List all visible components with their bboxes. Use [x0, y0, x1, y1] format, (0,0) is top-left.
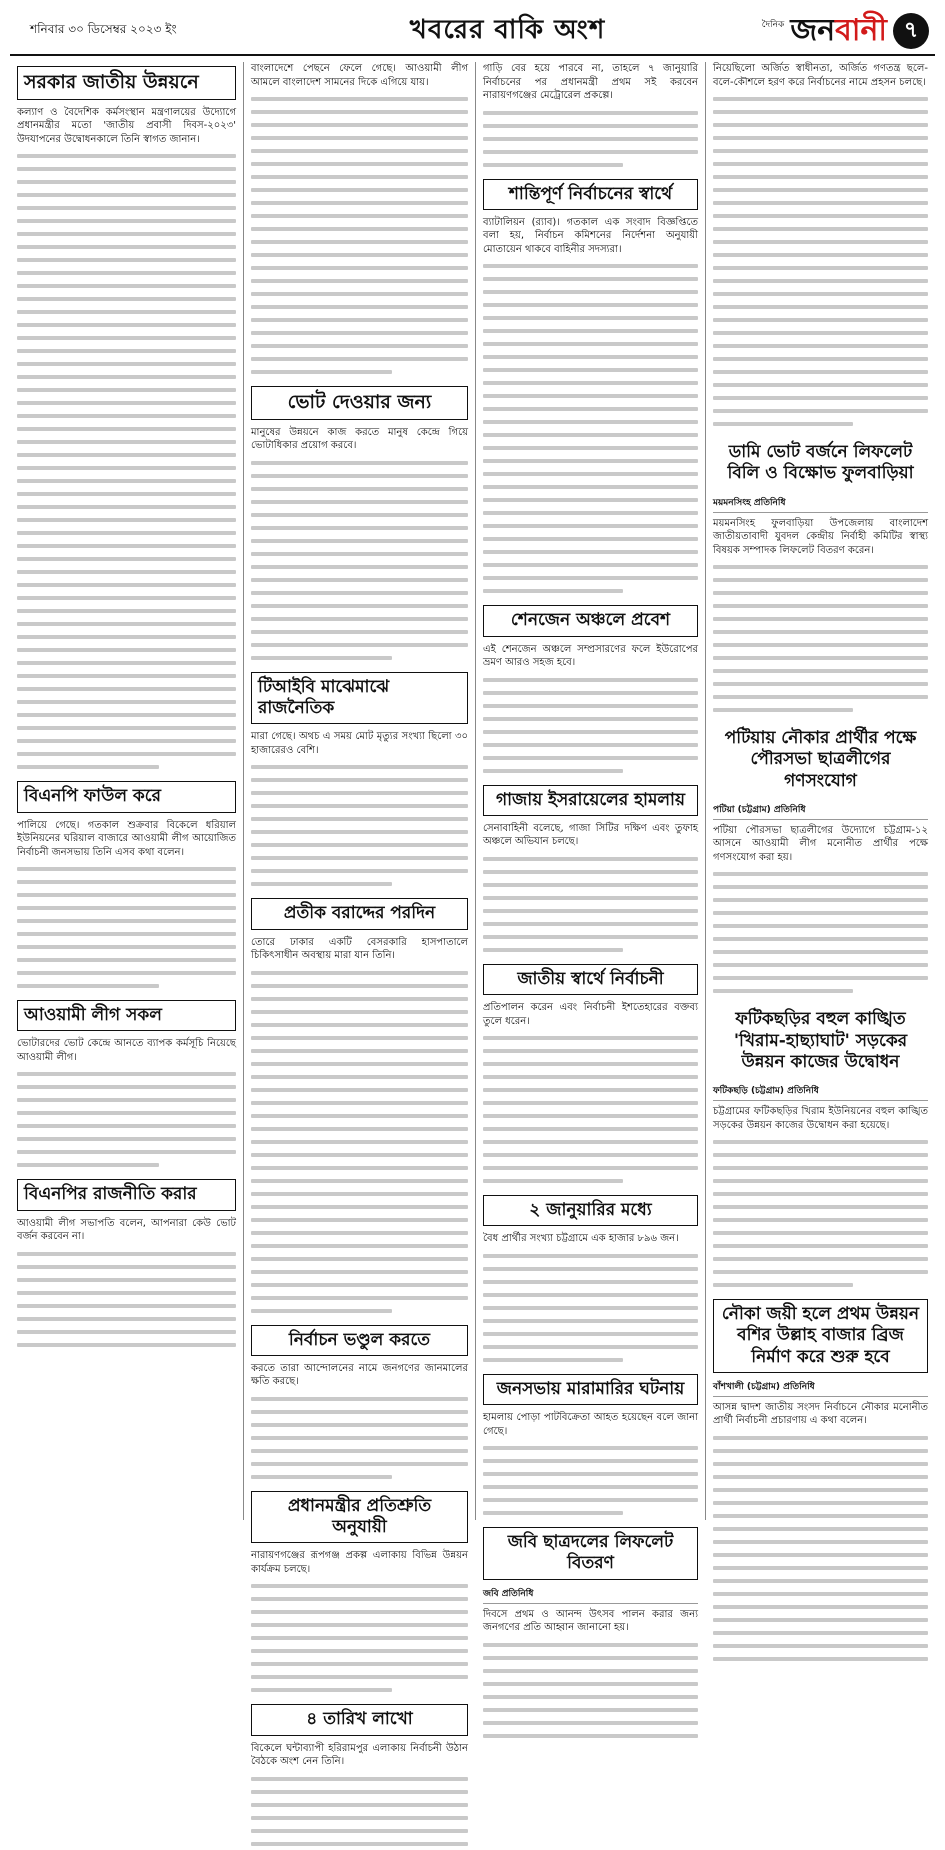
story-text-lines [713, 1431, 928, 1665]
story-body [713, 1105, 928, 1291]
story-nirbachon-bhondul [251, 1325, 468, 1483]
brand-tagline: দৈনিক [761, 20, 785, 30]
story-protik-boraddo [251, 898, 468, 1316]
story-text-lines [483, 1031, 698, 1187]
story-byline: জবি প্রতিনিধি [483, 1586, 698, 1604]
story-body [483, 216, 698, 598]
story-text-lines [251, 1772, 468, 1850]
story-body [251, 936, 468, 1317]
story-headline: গাজায় ইসরায়েলের হামলায় [483, 785, 698, 816]
story-lead: নারায়ণগঞ্জের রূপগঞ্জ প্রকল্প এলাকায় বিভিন্ন উন্নয়ন কার্যক্রম চলছে। [251, 1550, 468, 1575]
masthead [10, 8, 935, 56]
logo-part-1: জন [790, 13, 836, 48]
story-headline: নৌকা জয়ী হলে প্রথম উন্নয়ন বশির উল্লাহ বাজার ব্রিজ নির্মাণ করে শুরু হবে [713, 1299, 928, 1373]
story-headline: ভোট দেওয়ার জন্য [251, 386, 468, 420]
story-lead: পটিয়া পৌরসভা ছাত্রলীগের উদ্যোগে চট্টগ্রাম-১২ আসনে আওয়ামী লীগ মনোনীত প্রার্থীর পক্ষে গণসংযোগ করা হয়। [713, 824, 928, 863]
issue-date: শনিবার ৩০ ডিসেম্বর ২০২৩ ইং [30, 22, 177, 36]
columns [10, 62, 935, 1767]
story-body [17, 1217, 236, 1351]
story-lead: আওয়ামী লীগ সভাপতি বলেন, আপনারা কেউ ভোট বর্জন করবেন না। [17, 1217, 236, 1242]
story-lead: বিকেলে ঘন্টাব্যাপী হরিরামপুর এলাকায় নির্বাচনী উঠান বৈঠকে অংশ নেন তিনি। [251, 1742, 468, 1767]
story-body [713, 517, 928, 717]
story-text-lines [713, 1135, 928, 1291]
story-headline: প্রধানমন্ত্রীর প্রতিশ্রুতি অনুযায়ী [251, 1491, 468, 1544]
column-4 [705, 62, 935, 1520]
story-text-lines [251, 92, 468, 378]
story-body [251, 62, 468, 378]
story-byline: পটিয়া (চট্টগ্রাম) প্রতিনিধি [713, 802, 928, 820]
story-nouka-joyi [713, 1299, 928, 1665]
story-lead: প্রতিপালন করেন এবং নির্বাচনী ইশতেহারের বক্তব্য তুলে ধরেন। [483, 1002, 698, 1027]
story-lead: হামলায় পোড়া পাটবিক্রেতা আহত হয়েছেন বলে জানা গেছে। [483, 1412, 698, 1437]
story-byline: বাঁশখালী (চট্টগ্রাম) প্রতিনিধি [713, 1379, 928, 1397]
story-text-lines [483, 673, 698, 777]
story-continuation [483, 62, 698, 171]
story-body [713, 1401, 928, 1665]
story-sorkar-jatiyo-unnoyone [17, 66, 236, 773]
story-lead: দিবসে প্রথম ও আনন্দ উৎসব পালন করার জন্য জনগণের প্রতি আহ্বান জানানো হয়। [483, 1608, 698, 1633]
story-lead: বাংলাদেশে পেছনে ফেলে গেছে। আওয়ামী লীগ আমলে বাংলাদেশ সামনের দিকে এগিয়ে যায়। [251, 63, 468, 88]
story-patiya-chatroleague [713, 724, 928, 997]
story-text-lines [713, 92, 928, 430]
story-shantipurno-nirbachon [483, 179, 698, 598]
story-text-lines [251, 966, 468, 1317]
story-body [251, 1742, 468, 1850]
story-lead: মানুষের উন্নয়নে কাজ করতে মানুষ কেন্দ্রে গিয়ে ভোটাধিকার প্রয়োগ করবে। [251, 426, 468, 452]
story-body [483, 1232, 698, 1366]
story-jobi-chatrodol [483, 1527, 698, 1742]
story-lead: তোরে ঢাকার একটি বেসরকারি হাসপাতালে চিকিৎসাধীন অবস্থায় মারা যান তিনি। [251, 936, 468, 961]
story-tib [251, 672, 468, 891]
story-schengen [483, 605, 698, 776]
story-body [17, 819, 236, 993]
story-lead: বৈধ প্রার্থীর সংখ্যা চট্টগ্রামে এক হাজার ৮৯৬ জন। [483, 1233, 679, 1245]
story-text-lines [483, 1249, 698, 1366]
story-2-january [483, 1195, 698, 1366]
story-continuation [713, 62, 928, 430]
story-lead: আসন্ন দ্বাদশ জাতীয় সংসদ নির্বাচনে নৌকার মনোনীত প্রার্থী নির্বাচনী প্রচারণায় এ কথা বলেন। [713, 1401, 928, 1427]
story-jatiyo-sharthe [483, 964, 698, 1187]
story-headline: জবি ছাত্রদলের লিফলেট বিতরণ [483, 1527, 698, 1580]
story-text-lines [483, 1441, 698, 1519]
story-body [483, 62, 698, 171]
story-text-lines [17, 1067, 236, 1171]
story-body [483, 643, 698, 777]
story-bnp-rajniti [17, 1179, 236, 1350]
story-body [17, 106, 236, 774]
story-jonoshova-maramari [483, 1374, 698, 1519]
story-body [483, 1411, 698, 1519]
story-4-tarikh [251, 1704, 468, 1849]
story-bnp-foul [17, 781, 236, 992]
story-headline: বিএনপি ফাউল করে [17, 781, 236, 812]
story-body [483, 822, 698, 956]
column-1 [10, 62, 243, 1520]
story-text-lines [251, 760, 468, 890]
story-headline: ২ জানুয়ারির মধ্যে [483, 1195, 698, 1226]
story-lead: ময়মনসিংহ ফুলবাড়িয়া উপজেলায় বাংলাদেশ জাতীয়তাবাদী যুবদল কেন্দ্রীয় নির্বাহী কমিটির স্বাস্থ্য বিষয়ক সম্পাদক লিফলেট বিতরণ করেন। [713, 517, 928, 556]
story-lead: কল্যাণ ও বৈদেশিক কর্মসংস্থান মন্ত্রণালয়ের উদ্যোগে প্রধানমন্ত্রীর মতো 'জাতীয় প্রবাসী দিবস-২০২৩' উদযাপনের উদ্বোধনকালে তিনি স্বাগত জানান। [17, 106, 236, 145]
story-text-lines [17, 149, 236, 773]
story-text-lines [713, 560, 928, 716]
story-byline: ময়মনসিংহ প্রতিনিধি [713, 495, 928, 513]
newspaper-logo [790, 13, 887, 48]
column-3 [475, 62, 705, 1633]
story-text-lines [713, 867, 928, 997]
story-body [251, 1362, 468, 1483]
story-headline: বিএনপির রাজনীতি করার [17, 1179, 236, 1210]
story-headline: শেনজেন অঞ্চলে প্রবেশ [483, 605, 698, 636]
story-body [483, 1608, 698, 1742]
story-headline: জনসভায় মারামারির ঘটনায় [483, 1374, 698, 1405]
story-headline: ৪ তারিখ লাখো [251, 1704, 468, 1735]
story-headline: প্রতীক বরাদ্দের পরদিন [251, 898, 468, 929]
story-dummy-vote-borjon [713, 438, 928, 716]
story-continuation [251, 62, 468, 378]
story-body [251, 1549, 468, 1696]
story-body [17, 1037, 236, 1171]
story-text-lines [483, 259, 698, 597]
logo-part-2: বানী [835, 13, 887, 48]
story-lead: সেনাবাহিনী বলেছে, গাজা সিটির দক্ষিণ এবং তুফাহ অঞ্চলে অভিযান চলছে। [483, 822, 698, 848]
brand-block [735, 13, 935, 49]
story-text-lines [483, 106, 698, 171]
story-headline: ডামি ভোট বর্জনে লিফলেট বিলি ও বিক্ষোভ ফুলবাড়িয়া [727, 442, 914, 484]
story-lead: চট্টগ্রামের ফটিকছড়ির খিরাম ইউনিয়নের বহুল কাঙ্খিত সড়কের উন্নয়ন কাজের উদ্বোধন করা হয়েছে। [713, 1106, 928, 1131]
story-byline: ফটিকছড়ি (চট্টগ্রাম) প্রতিনিধি [713, 1083, 928, 1101]
page-number-badge: ৭ [893, 13, 929, 49]
story-lead: নিয়েছিলো অর্জিত স্বাধীনতা, অর্জিত গণতন্ত্র ছলে-বলে-কৌশলে হরণ করে নির্বাচনের নামে প্রহসন চলছে। [713, 63, 928, 88]
story-body [251, 730, 468, 890]
story-lead: গাড়ি বের হয়ে পারবে না, তাহলে ৭ জানুয়ারি নির্বাচনের পর প্রধানমন্ত্রী প্রথম সই করবেন নারায়ণগঞ্জের মেট্রোরেল প্রকল্পে। [483, 63, 698, 101]
story-headline: আওয়ামী লীগ সকল [17, 1000, 236, 1031]
story-body [713, 62, 928, 430]
story-body [483, 1001, 698, 1187]
story-headline: ফটিকছড়ির বহুল কাঙ্খিত 'খিরাম-হাছ্যাঘাট' সড়কের উন্নয়ন কাজের উদ্বোধন [733, 1009, 908, 1072]
story-prodhanmontrir-protishruti [251, 1491, 468, 1697]
story-text-lines [483, 852, 698, 956]
story-headline: পটিয়ায় নৌকার প্রার্থীর পক্ষে পৌরসভা ছাত্রলীগের গণসংযোগ [724, 728, 917, 791]
story-headline: সরকার জাতীয় উন্নয়নে [17, 66, 236, 100]
story-lead: ভোটারদের ভোট কেন্দ্রে আনতে ব্যাপক কর্মসূচি নিয়েছে আওয়ামী লীগ। [17, 1038, 236, 1063]
story-text-lines [483, 1638, 698, 1742]
story-awami-league-sokol [17, 1000, 236, 1171]
story-body [713, 824, 928, 998]
story-text-lines [251, 1579, 468, 1696]
story-vote-deowar-jonno [251, 386, 468, 664]
story-body [251, 426, 468, 664]
story-headline: নির্বাচন ভণ্ডুল করতে [251, 1325, 468, 1356]
story-headline: শান্তিপূর্ণ নির্বাচনের স্বার্থে [483, 179, 698, 210]
story-fatikchari-sorok [713, 1005, 928, 1291]
story-lead: মারা গেছে। অথচ এ সময় মোট মৃত্যুর সংখ্যা ছিলো ৩০ হাজারেরও বেশি। [251, 731, 468, 756]
story-lead: করতে তারা আন্দোলনের নামে জনগণের জানমালের ক্ষতি করছে। [251, 1362, 468, 1388]
story-lead: পালিয়ে গেছে। গতকাল শুক্রবার বিকেলে ধরিয়াল ইউনিয়নের ঘরিয়াল বাজারে আওয়ামী লীগ আয়োজিত নির্বাচনী জনসভায় তিনি এসব কথা বলেন। [17, 819, 236, 858]
story-text-lines [251, 1392, 468, 1483]
section-title: খবরের বাকি অংশ [409, 15, 606, 45]
column-2 [243, 62, 475, 1767]
story-headline: টিআইবি মাঝেমাঝে রাজনৈতিক [251, 672, 468, 725]
story-lead: এই শেনজেন অঞ্চলে সম্প্রসারণের ফলে ইউরোপের ভ্রমণ আরও সহজ হবে। [483, 643, 698, 668]
story-text-lines [17, 1247, 236, 1351]
story-text-lines [251, 456, 468, 664]
story-text-lines [17, 862, 236, 992]
story-lead: ব্যাটালিয়ন (র‍্যাব)। গতকাল এক সংবাদ বিজ্ঞপ্তিতে বলা হয়, নির্বাচন কমিশনের নির্দেশনা অনুযায়ী মোতায়েন থাকবে বাহিনীর সদস্যরা। [483, 216, 698, 255]
story-headline: জাতীয় স্বার্থে নির্বাচনী [483, 964, 698, 995]
story-gaza [483, 785, 698, 956]
